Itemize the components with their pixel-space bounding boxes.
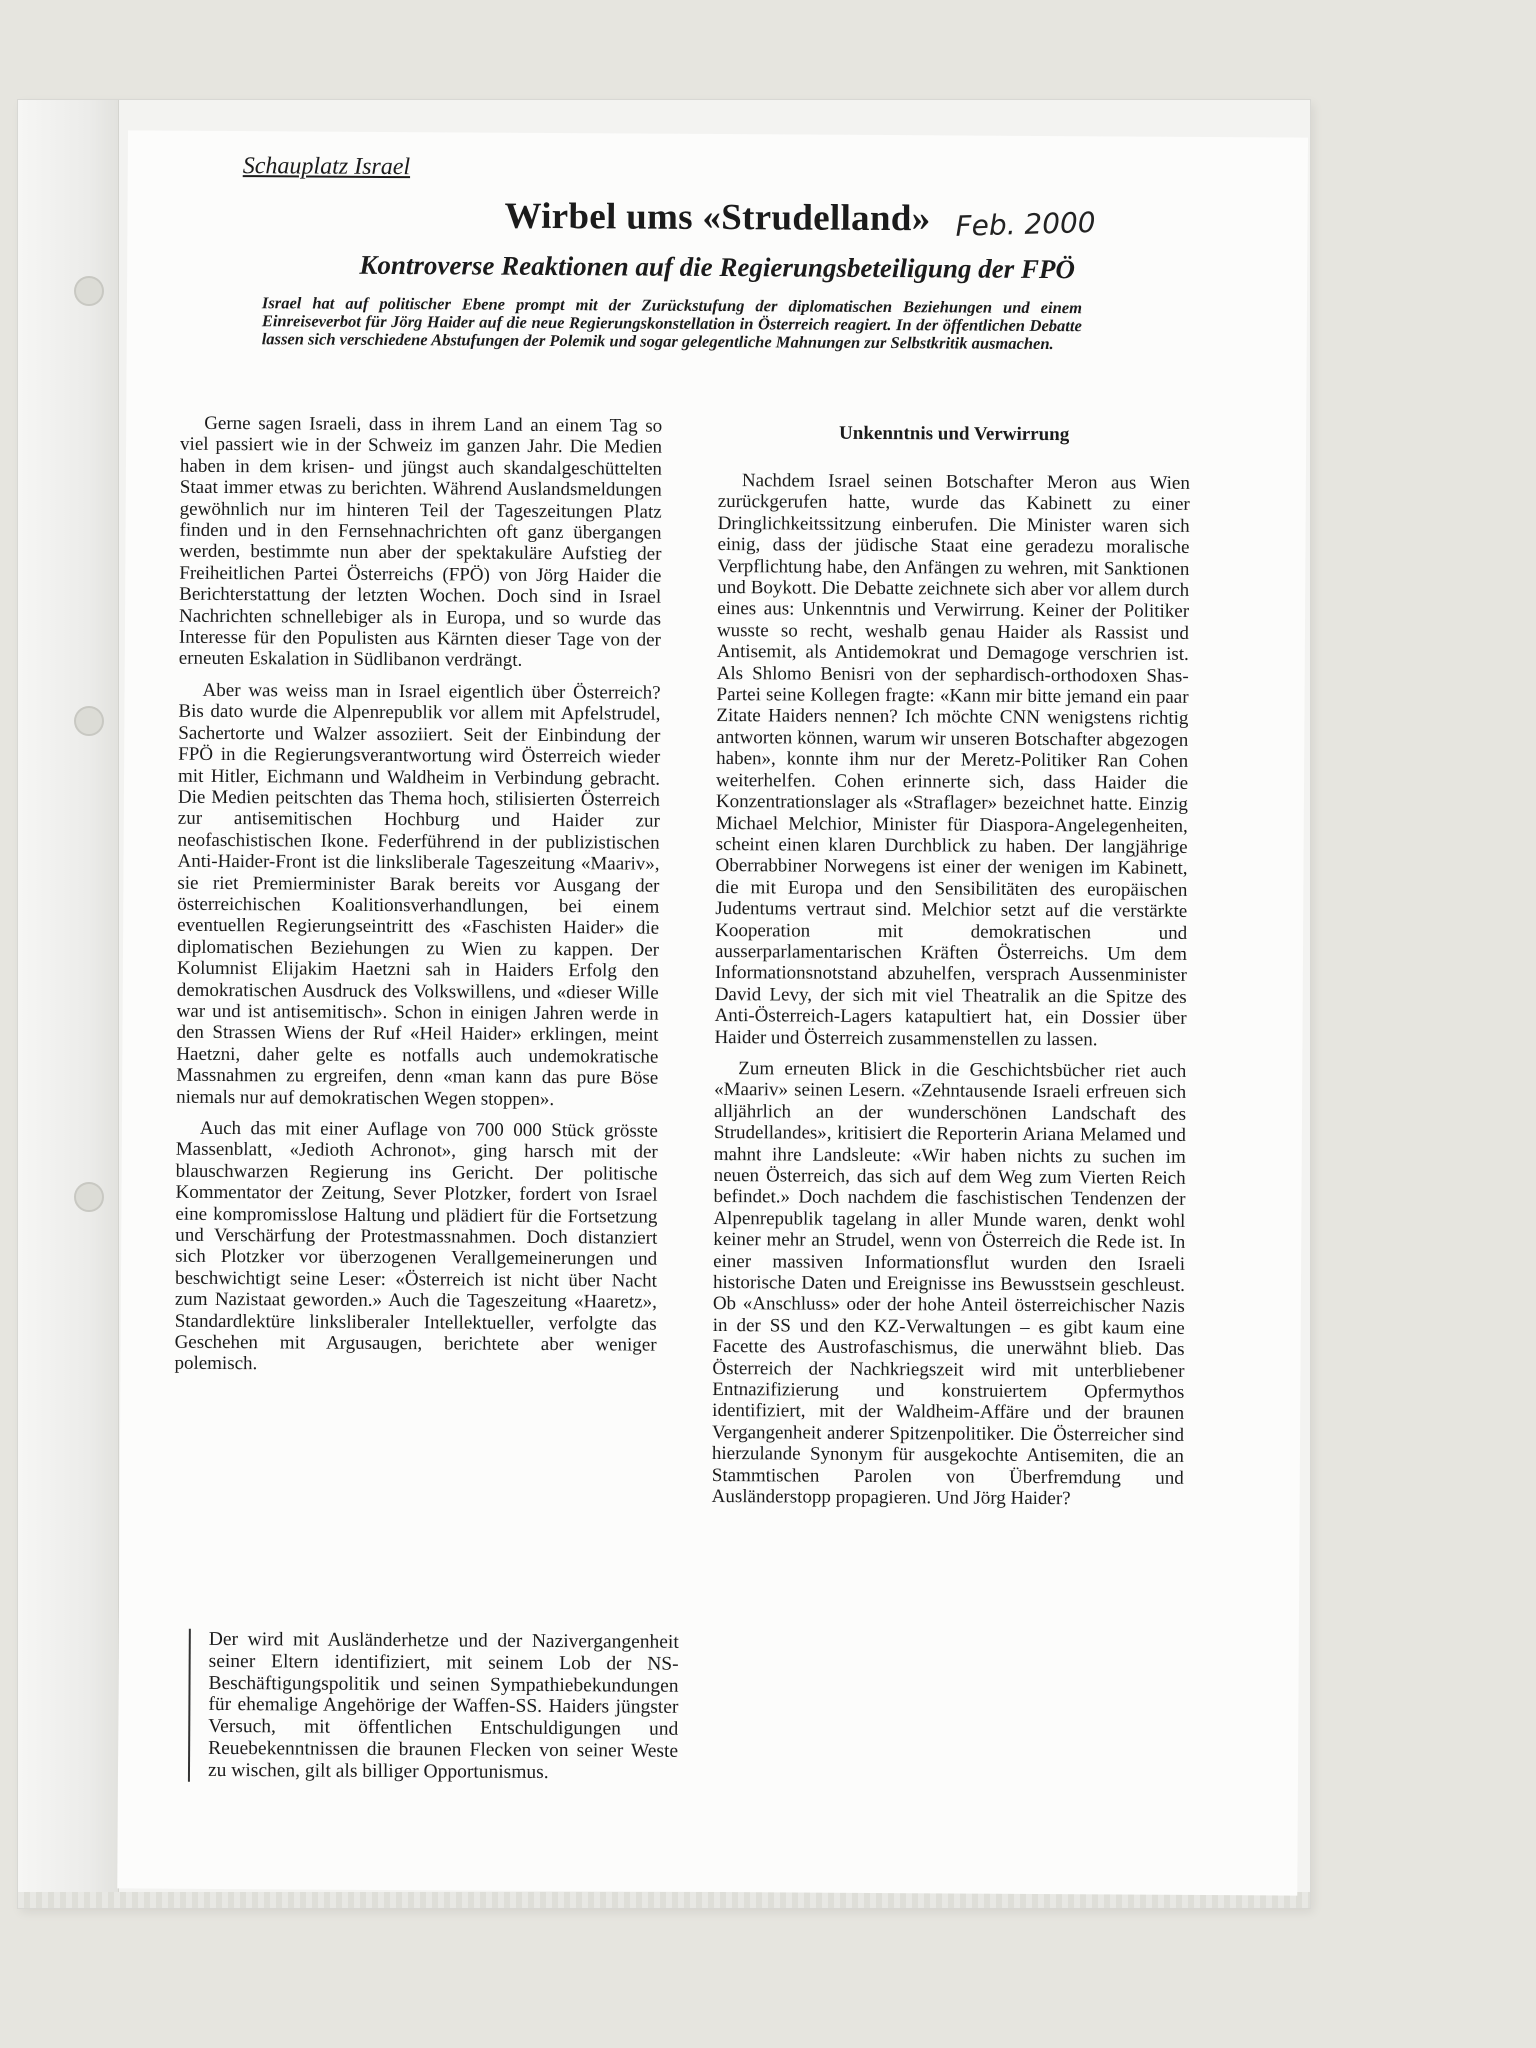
paragraph: Gerne sagen Israeli, dass in ihrem Land an einem Tag so viel passiert wie in der Schweiz im ganzen Jahr. Die Medien haben in dem krisen- und jüngst auch skandalgeschüttelten Staat immer etwas zu berichten. Während Auslandsmeldungen gewöhnlich nur im hinteren Teil der Tageszeitungen Platz finden und in den Fernsehnachrichten oft ganz übergangen werden, bestimmte nun aber der spektakuläre Aufstieg der Freiheitlichen Partei Österreichs (FPÖ) von Jörg Haider die Berichterstattung der letzten Wochen. Doch sind in Israel Nachrichten schnellebiger als in Europa, und so wurde das Interesse für den Populisten aus Kärnten dieser Tage von der erneuten Eskalation in Südlibanon verdrängt.	[178, 412, 663, 672]
article-title: Wirbel ums «Strudelland»	[504, 195, 931, 240]
section-kicker: Schauplatz Israel	[242, 153, 411, 181]
handwritten-date-note: Feb. 2000	[955, 205, 1097, 243]
left-column	[174, 413, 662, 1388]
paragraph: Zum erneuten Blick in die Geschichtsbücher riet auch «Maariv» seinen Lesern. «Zehntausende Israeli erfreuen sich alljährlich an der wunderschönen Landschaft des Strudellandes», kritisiert die Reporterin Ariana Melamed und mahnt ihre Landsleute: «Wir haben nichts zu suchen im neuen Österreich, das sich auf dem Weg zum Vierten Reich befindet.» Doch nachdem die faschistischen Tendenzen der Alpenrepublik tagelang in aller Munde waren, denkt wohl keiner mehr an Strudel, wenn von Österreich die Rede ist. In einer massiven Informationsflut wurden den Israeli historische Daten und Ereignisse ins Bewusstsein geschleust. Ob «Anschluss» oder der hohe Anteil österreichischer Nazis in der SS und den KZ-Verwaltungen – es gibt kaum eine Facette des Austrofaschismus, die unerwähnt blieb. Das Österreich der Nachkriegszeit wird mit unterbliebener Entnazifizierung und konstruiertem Opfermythos identifiziert, mit der Waldheim-Affäre und der braunen Vergangenheit anderer Spitzenpolitiker. Die Österreicher sind hierzulande Synonym für ausgekochte Antisemiten, die an Stammtischen Parolen von Überfremdung und Ausländerstopp propagieren. Und Jörg Haider?	[711, 1058, 1187, 1510]
punch-hole	[74, 1182, 104, 1212]
column-subheading: Unkenntnis und Verwirrung	[839, 422, 1070, 446]
paragraph: Nachdem Israel seinen Botschafter Meron aus Wien zurückgerufen hatte, wurde das Kabinett zu einer Dringlichkeitssitzung einberufen. Die Minister waren sich einig, dass der jüdische Staat eine geradezu moralische Verpflichtung habe, den Anfängen zu wehren, mit Sanktionen und Boykott. Die Debatte zeichnete sich aber vor allem durch eines aus: Unkenntnis und Verwirrung. Keiner der Politiker wusste so recht, weshalb genau Haider als Rassist und Antisemit, als Antidemokrat und Demagoge verschrien ist. Als Shlomo Benisri von der sephardisch-orthodoxen Shas-Partei seine Kollegen fragte: «Kann mir bitte jemand ein paar Zitate Haiders nennen? Ich möchte CNN wenigstens richtig antworten können, warum wir unseren Botschafter abgezogen haben», konnte ihm nur der Meretz-Politiker Ran Cohen weiterhelfen. Cohen erinnerte sich, dass Haider die Konzentrationslager als «Straflager» bezeichnet hatte. Einzig Michael Melchior, Minister für Diaspora-Angelegenheiten, scheint einen klaren Durchblick zu haben. Der langjährige Oberrabbiner Norwegens ist einer der wenigen im Kabinett, die mit Europa und den Sensibilitäten des europäischen Judentums vertraut sind. Melchior setzt auf die verstärkte Kooperation mit demokratischen und ausserparlamentarischen Kräften Österreichs. Um dem Informationsnotstand abzuhelfen, versprach Aussenminister David Levy, der sich mit viel Theatralik an die Spitze des Anti-Österreich-Lagers katapultiert hat, ein Dossier über Haider und Österreich zusammenstellen zu lassen.	[714, 470, 1190, 1050]
pull-quote: Der wird mit Ausländerhetze und der Nazivergangenheit seiner Eltern identifiziert, mit seinem Lob der NS-Beschäftigungspolitik und seinen Sympathiebekundungen für ehemalige Angehörige der Waffen-SS. Haiders jüngster Versuch, mit öffentlichen Entschuldigungen und Reuebekenntnissen die braunen Flecken von seiner Weste zu wischen, gilt als billiger Opportunismus.	[188, 1629, 679, 1785]
article-lead: Israel hat auf politischer Ebene prompt mit der Zurückstufung der diplomatischen Beziehungen und einem Einreiseverbot für Jörg Haider auf die neue Regierungskonstellation in Österreich reagiert. In der öffentlichen Debatte lassen sich verschiedene Abstufungen der Polemik und sogar gelegentliche Mahnungen zur Selbstkritik ausmachen.	[261, 293, 1083, 354]
binder-strip	[18, 100, 119, 1908]
paragraph: Auch das mit einer Auflage von 700 000 Stück grösste Massenblatt, «Jedioth Achronot», ging harsch mit der blauschwarzen Regierung ins Gericht. Der politische Kommentator der Zeitung, Sever Plotzker, fordert von Israel eine kompromisslose Haltung und plädiert für die Fortsetzung und Verschärfung der Protestmassnahmen. Doch distanziert sich Plotzker vor überzogenen Verallgemeinerungen und beschwichtigt seine Leser: «Österreich ist nicht über Nacht zum Nazistaat geworden.» Auch die Tageszeitung «Haaretz», Standardlektüre linksliberaler Intellektueller, verfolgte das Geschehen mit Argusaugen, berichtete aber weniger polemisch.	[174, 1117, 658, 1375]
punch-hole	[74, 706, 104, 736]
paragraph: Aber was weiss man in Israel eigentlich über Österreich? Bis dato wurde die Alpenrepublik vor allem mit Apfelstrudel, Sachertorte und Walzer assoziiert. Seit der Einbindung der FPÖ in die Regierungsverantwortung wird Österreich wieder mit Hitler, Eichmann und Waldheim in Verbindung gebracht. Die Medien peitschten das Thema hoch, stilisierten Österreich zur antisemitischen Hochburg und Haider zur neofaschistischen Ikone. Federführend in der publizistischen Anti-Haider-Front ist die linksliberale Tageszeitung «Maariv», sie riet Premierminister Barak bereits vor Ausgang der österreichischen Koalitionsverhandlungen, bei einem eventuellen Regierungseintritt des «Faschisten Haider» die diplomatischen Beziehungen zu Wien zu kappen. Der Kolumnist Elijakim Haetzni sah in Haiders Erfolg den demokratischen Ausdruck des Volkswillens, und «dieser Wille war und ist antisemitisch». Schon in einigen Jahren werde in den Strassen Wiens der Ruf «Heil Haider» erklingen, meint Haetzni, daher gelte es notfalls auch undemokratische Massnahmen zu ergreifen, denn «man kann das pure Böse niemals nur auf demokratischen Wegen stoppen».	[176, 679, 661, 1110]
article-subtitle: Kontroverse Reaktionen auf die Regierungsbeteiligung der FPÖ	[359, 249, 1076, 285]
punch-hole	[74, 276, 104, 306]
newspaper-clipping	[117, 130, 1308, 1895]
right-column	[712, 470, 1190, 1520]
